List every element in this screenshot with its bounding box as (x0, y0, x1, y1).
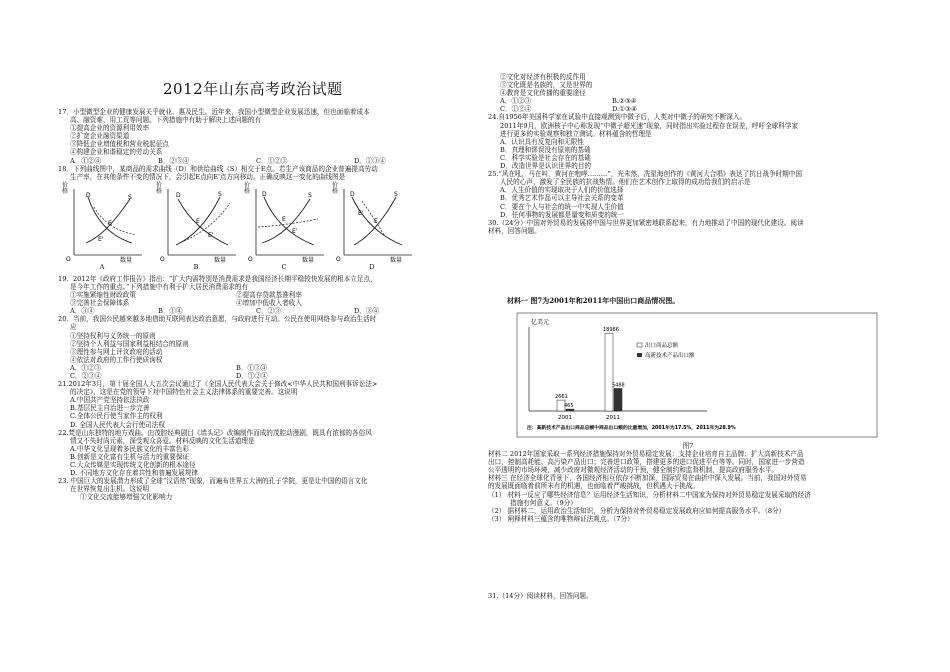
graph-d (332, 183, 412, 271)
graph-b (156, 183, 236, 271)
q17-options (58, 157, 475, 165)
bar-value-label: 5488 (612, 382, 625, 389)
bar-2011-exports (605, 333, 613, 411)
bar-value-label: 2661 (555, 394, 568, 401)
right-column (488, 73, 908, 235)
curve-d-label: D (262, 190, 267, 198)
q19-stem-cont: 是今年工作的重点。”下列措施中有利于扩大居民消费需求的有 (70, 282, 249, 291)
q24-option: D．改造世界是认识世界的目的 (500, 162, 592, 171)
graph-d-letter: D (369, 262, 375, 271)
q21-stem: 21.2012年3月，第十届全国人大五次会议通过了《全国人民代表大会关于修改<中华人民共和国刑事诉讼法> (58, 380, 378, 389)
q23-stem: 23. 中国巨大的发展潜力形成了全球“汉语热”现象，而遍布世界五大洲的孔子学院，更是让中国的语言文化 (58, 477, 368, 486)
qty-label: 数量 (214, 256, 227, 263)
material2-line: 出口，控制高耗能、高污染产品出口；完善进口政策，搭建更多的进口促进平台等等。同时，国家进一步营造 (488, 458, 805, 467)
graph-a (62, 183, 142, 271)
q21-option: C.全体公民行使当家作主的权利 (70, 412, 163, 421)
q30-sub3: （3） 闸释材料三蕴含的唯物辩证法观点。（7分） (488, 514, 634, 523)
q25-option: D．任何事物的发展都是量变和质变的统一 (500, 210, 624, 219)
figure-note: 注：高新技术产品出口商品总额中商品出口额的比重增加，2001年为17.5%，2011年为28.9% (527, 426, 736, 431)
qty-label: 数量 (120, 256, 133, 263)
q17-option-a: A．①②④ (70, 156, 102, 165)
year-label: 2011 (606, 415, 620, 421)
material2-line: 公平透明的市场环境，减少政府对微观经济活动的干预，健全制约和监督机制，提高政府服务水平。 (488, 466, 779, 475)
q30-stem: 30.（24分）中国对外贸易的发展将中国与世界更加紧密地联系起来，有力地推动了中国的现代化建设。阅读 (488, 218, 804, 227)
q19-option-d: D．③④ (354, 307, 380, 316)
q19-item: ④增加中低收入者收入 (236, 299, 302, 308)
bar-value-label: 18986 (603, 327, 619, 334)
q25-option: A．人生价值的实现取决于人们的价值选择 (500, 186, 624, 195)
q17-item: ④构建企业和谐稳定的劳动关系 (70, 148, 163, 157)
figure-7-chart (507, 307, 887, 445)
q18-stem: 18．下列曲线图中，某商品的需求曲线（D）和供给曲线（S）相交于E点。若生产该商品的企业普遍提高劳动 (58, 164, 378, 173)
q23-item: ③文化既是名族的，又是世界的 (500, 81, 593, 90)
price-label: 价格 (156, 181, 163, 196)
q23-item: ①文化交流能够增强文化影响力 (80, 493, 173, 502)
material3-line: 材料三 在经济全球化背景下，各国经济相互依存不断加深，国际贸易在曲折中深入发展。当前，我国对外贸易 (488, 474, 807, 483)
q17-stem-cont: 高、融资难，用工荒等问题。下列措施中有助于解决上述问题的有 (70, 116, 262, 125)
point-e-label: E (374, 217, 378, 225)
q30-stem-cont: 材料，回答问题。 (488, 226, 541, 235)
q25-option: B．优秀艺术作品可以主导社会关系的变革 (500, 194, 624, 203)
q19-item: ②提高存贷款基准利率 (236, 291, 302, 300)
legend-exports: 出口商品总额 (645, 343, 679, 349)
curve-d-label: D (86, 191, 91, 199)
q19-item: ③完善社会保障体系 (70, 299, 130, 308)
q20-option-b: B．①③④ (236, 363, 268, 372)
q19-option-c: C．②③ (256, 307, 281, 316)
left-column (58, 108, 475, 501)
point-e-label: E (282, 215, 286, 223)
q17-option-c: C．①②③ (256, 156, 288, 165)
q17-stem: 17．小型微型企业的健康发展关乎就业、惠及民生。近年来，我国小型微型企业发展迅速，但也面临着成本 (58, 108, 370, 116)
q19-items-row1 (58, 291, 475, 299)
q17-option-d: D．①③④ (354, 156, 386, 165)
graph-a-plot (66, 185, 146, 263)
q20-option-c: C．②③④ (70, 371, 102, 380)
q20-options-row1 (58, 364, 475, 372)
curve-s-label: S (128, 193, 132, 201)
q23-option-d: D.①③④ (612, 105, 637, 114)
q22-option: C.大众传媒是实现传统文化创新的根本途径 (70, 461, 196, 469)
q19-items-row2 (58, 299, 475, 307)
q23-item: ④教育是文化传播的重要途径 (500, 89, 586, 98)
q31-stem: 31.（14分）阅读材料，回答问题。 (488, 592, 593, 600)
graph-a-letter: A (99, 262, 105, 271)
curve-s-label: S (394, 190, 398, 198)
legend-swatch-hightech (637, 353, 642, 357)
q17-item: ②扩宽企业融资渠道 (70, 132, 130, 141)
q17-option-b: B．②③④ (158, 156, 190, 165)
material2-line: 材料二 2012年国家采取一系列经济措施保持对外贸易稳定发展：支持企业培育自主品牌；扩大高新技术产品 (488, 450, 804, 459)
q30-sub1-cont: 措施有何意义。（9分） (510, 498, 577, 507)
q23-options-row1 (488, 97, 908, 105)
q23-option-c: C．①②④ (500, 105, 532, 114)
material3-line: 的发展既面临着前所未有的机遇，也面临着严峻挑战，但机遇大于挑战。 (488, 482, 699, 491)
point-e2-label: E' (292, 227, 298, 235)
q23-option-b: B.②③④ (612, 97, 637, 106)
q22-option: D. 不同地方文化存在着共性和普遍发展规律 (70, 469, 198, 478)
q22-option: B.创新是文化富有生机与活力的重要保证 (70, 452, 190, 461)
q22-stem: 22.梵是山东独特的地方戏曲。由茂腔经典剧目《墙头记》改编制作而成的茂腔动漫剧，既具有浓郁的各俗风 (58, 428, 372, 437)
year-label: 2001 (558, 415, 572, 421)
q24-stem-cont: 2011年9月，欧洲核子中心称发现“中微子超光速”现象，同时指出实验过程存在误差，呼吁全球科学家 (500, 121, 799, 130)
figure-caption: 图7 (682, 442, 694, 450)
origin-label: O (336, 255, 341, 263)
q21-option: D. 全国人民代表大会行使司法权 (70, 420, 165, 429)
q18-stem-cont: 生产率，在其他条件不变的情况下，会引起E点向E'点方向移动。正确反映这一变化的曲线图是 (70, 172, 346, 181)
figure-7 (507, 297, 887, 437)
q19-stem: 19．2012年《政府工作报告》指出：“扩大内需特别是消费需求是我国经济长期平稳较快发展的根本立足点， (58, 274, 377, 283)
q25-stem: 25.“风在吼，马在叫，黄河在咆哮………”，光未然，冼星海创作的《黄河大合唱》表达了抗日战争时期中国 (488, 170, 802, 179)
q20-stem-cont: 应 (70, 323, 77, 332)
bar-2011-hightech (614, 388, 622, 411)
q17-item: ③降低企业增值税和营业税起征点 (70, 140, 169, 149)
q23-stem-cont: 在世界恢复出生机。这说明 (70, 485, 150, 494)
graph-c (244, 183, 324, 271)
curve-d-label: D (176, 191, 181, 199)
q24-stem: 24.自1956年美国科学家在试验中直接观测到中微子后，人类对中微子的研究不断深入。 (488, 113, 747, 122)
q21-option: B.基层民主自治进一步完善 (70, 404, 150, 413)
bar-2001-hightech (566, 409, 574, 411)
q24-option: A．认识具有反复向和无限性 (500, 137, 584, 146)
q20-item: ④依法对政府的工作行使质询权 (70, 355, 163, 364)
point-e2-label: E' (98, 235, 104, 243)
point-e2-label: E' (358, 209, 364, 217)
q23-option-a: A．①②③ (500, 97, 532, 106)
bar-value-label: 465 (564, 403, 574, 410)
q20-option-d: D．①②④ (236, 371, 268, 380)
q20-option-a: A．①②③ (70, 363, 102, 372)
q20-stem: 20．当前，我国公民越来越多地借助互联网表达政治意愿，与政府进行互动。公民在使用网络参与政治生活时 (58, 315, 377, 324)
curve-s-label: S (218, 190, 222, 198)
q30-materials (488, 442, 928, 523)
origin-label: O (248, 255, 253, 263)
q21-stem-cont: 的决定》，这是在党的领导下对中国特色社会主义法律体系的重要完善。这说明 (70, 388, 298, 397)
q25-option: C．要在个人与社会的统一中实现人生价值 (500, 202, 624, 211)
graph-d-plot (336, 185, 416, 263)
q21-option: A.中国共产党坚持依法执政 (70, 396, 150, 405)
page-title: 2012年山东高考政治试题 (163, 80, 343, 98)
origin-label: O (66, 255, 71, 263)
graph-b-plot (160, 185, 240, 263)
q22-stem-cont: 情又不失时尚元素，深受观众喜爱。材料反映的文化生活道理是 (70, 436, 255, 445)
legend-hightech: 高新技术产品出口额 (645, 353, 695, 359)
q23-item: ②文化对经济有积极的反作用 (500, 73, 586, 81)
point-e-label: E (196, 217, 200, 225)
q24-stem-cont: 进行更多的实验观察和独立测试。材料蕴含的哲理是 (500, 129, 652, 138)
q30-sub2: （2） 据材料二，运用政治生活知识，分析为保持对外贸易稳定发展政府应如何提高服务水平。（8分） (488, 506, 786, 515)
q19-item: ①实施紧缩性财政政策 (70, 291, 136, 300)
q17-item: ①提高企业的资源利用效率 (70, 124, 150, 133)
q19-option-b: B．①④ (158, 307, 183, 316)
q20-item: ②坚持个人利益与国家利益相结合的原则 (70, 339, 189, 348)
qty-label: 数量 (390, 256, 403, 263)
point-e2-label: E' (208, 231, 214, 239)
q18-graphs (58, 183, 475, 273)
q20-options-row2 (58, 372, 475, 380)
material1-title: 材料一 图7为2001年和2011年中国出口商品情况图。 (507, 296, 680, 305)
q20-item: ③理性参与网上评议政府的活动 (70, 347, 163, 356)
curve-s-label: S (308, 191, 312, 199)
point-e-label: E (108, 219, 112, 227)
qty-label: 数量 (302, 256, 315, 263)
price-label: 价格 (244, 181, 251, 196)
graph-c-letter: C (281, 262, 287, 271)
unit-label: 亿美元 (531, 319, 550, 326)
price-label: 价格 (62, 181, 69, 196)
q20-item: ①坚持权利与义务统一的原则 (70, 331, 156, 340)
price-label: 价格 (332, 181, 339, 196)
q30-sub1: （1） 材料一反应了哪些经济信息？运用经济生活知识，分析材料二中国家为保持对外贸易稳定发展采取的经济 (488, 490, 811, 499)
curve-d-label: D (350, 190, 355, 198)
q19-option-a: A．③④ (70, 307, 95, 316)
legend-swatch-exports (637, 343, 642, 347)
graph-b-letter: B (193, 262, 199, 271)
origin-label: O (160, 255, 165, 263)
q22-option: A.中华文化呈现着多民族文化的丰富色彩 (70, 444, 189, 453)
graph-c-plot (248, 185, 328, 263)
q24-option: C．科学实验是社会存在的基础 (500, 153, 591, 162)
q25-stem-cont: 人民的心声，激发了全民族的抗战热情。他们在艺术创作上取得的成功给我们的启示是 (500, 178, 751, 187)
q24-option: B．真理和谬误没有原则的基础 (500, 145, 591, 154)
